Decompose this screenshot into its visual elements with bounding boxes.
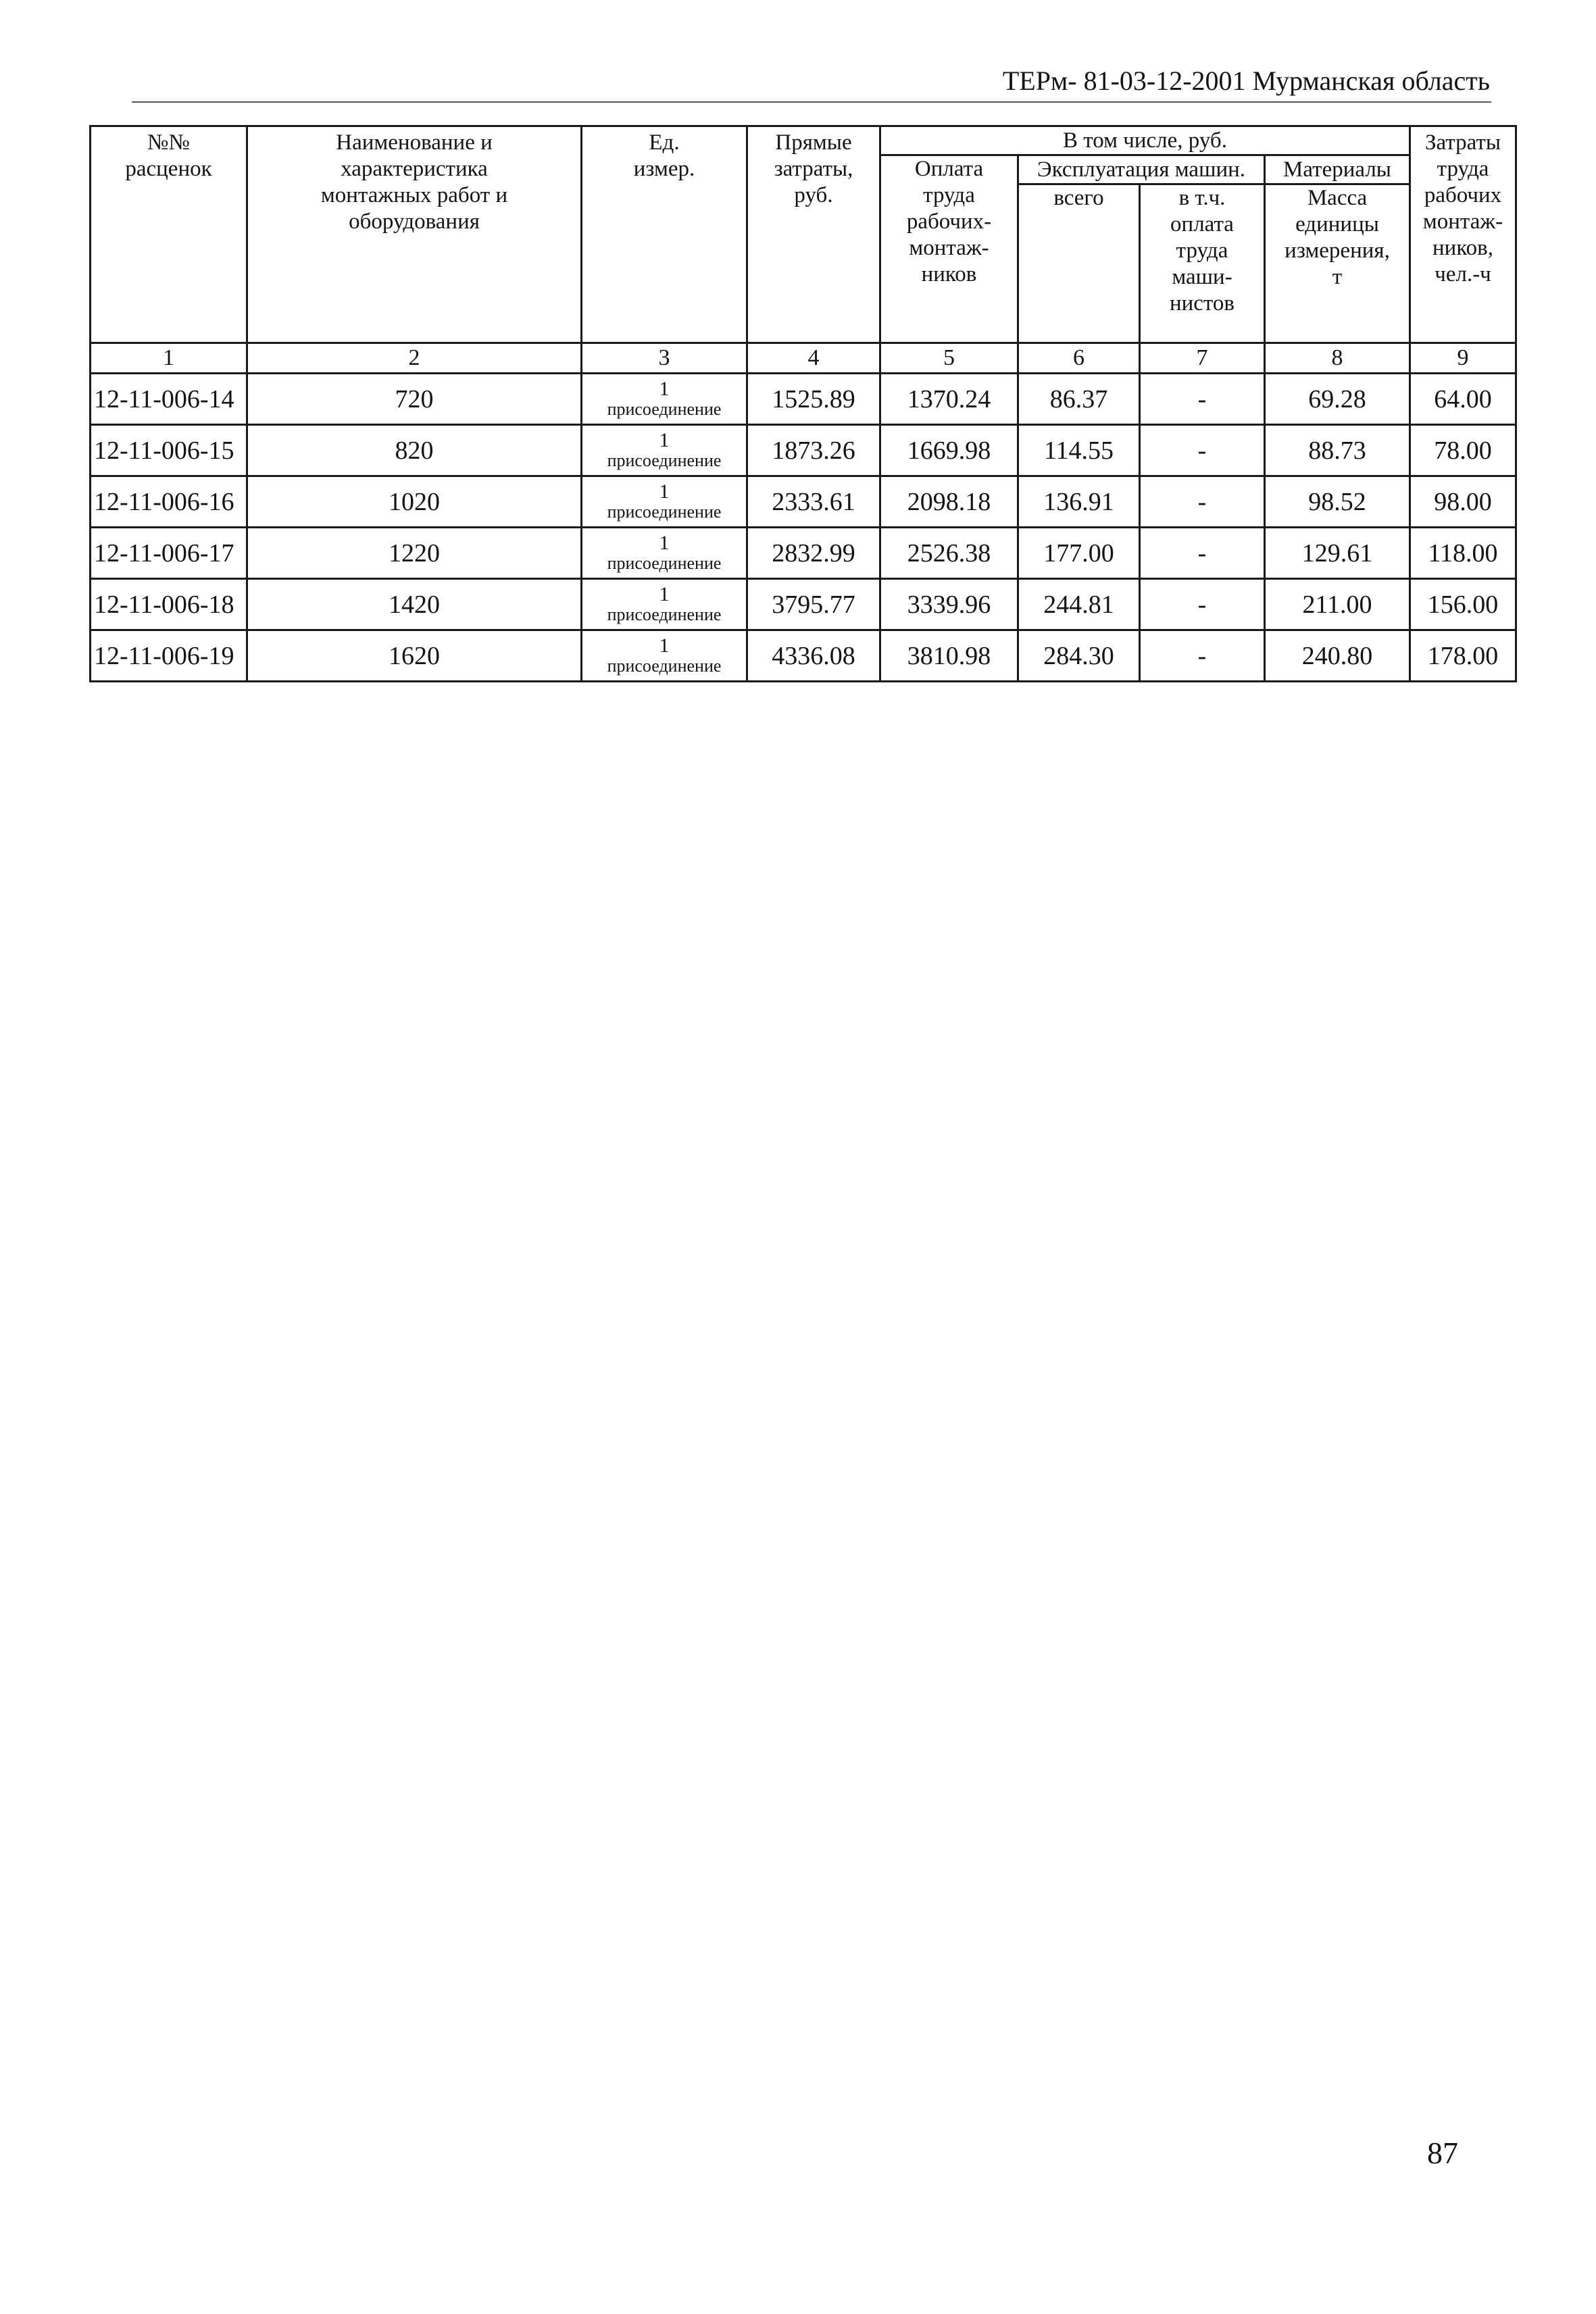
- labor-pay: 1370.24: [880, 374, 1018, 425]
- column-number: 4: [747, 343, 880, 374]
- table-row: [91, 425, 1516, 476]
- table-row: [91, 476, 1516, 528]
- table-body: [91, 374, 1516, 682]
- header-materials: Материалы: [1265, 155, 1410, 184]
- machines-total: 86.37: [1018, 374, 1140, 425]
- rate-code: 12-11-006-14: [91, 374, 247, 425]
- unit-cell: [582, 374, 747, 425]
- rate-code: 12-11-006-17: [91, 528, 247, 579]
- rate-code: 12-11-006-18: [91, 579, 247, 630]
- header-labor-cost: Затраты труда рабочих монтаж- ников, чел.-ч: [1410, 126, 1516, 343]
- table-header: [91, 126, 1516, 374]
- machines-operators: -: [1140, 374, 1265, 425]
- labor-cost: 64.00: [1410, 374, 1516, 425]
- header-labor-pay: Оплата труда рабочих- монтаж- ников: [880, 155, 1018, 343]
- work-name: 820: [247, 425, 582, 476]
- rate-code: 12-11-006-19: [91, 630, 247, 682]
- unit-quantity: 1: [659, 582, 670, 605]
- materials: 88.73: [1265, 425, 1410, 476]
- unit-name: присоединение: [607, 604, 722, 624]
- header-machines-operators: в т.ч. оплата труда маши- нистов: [1140, 184, 1265, 343]
- labor-pay: 3339.96: [880, 579, 1018, 630]
- labor-cost: 78.00: [1410, 425, 1516, 476]
- work-name: 720: [247, 374, 582, 425]
- labor-cost: 156.00: [1410, 579, 1516, 630]
- labor-cost: 178.00: [1410, 630, 1516, 682]
- header-machines: Эксплуатация машин.: [1018, 155, 1265, 184]
- unit-cell: [582, 476, 747, 528]
- materials: 211.00: [1265, 579, 1410, 630]
- machines-total: 177.00: [1018, 528, 1140, 579]
- rates-table: [89, 125, 1517, 682]
- header-divider: [132, 101, 1491, 103]
- table-row: [91, 579, 1516, 630]
- header-machines-total: всего: [1018, 184, 1140, 343]
- work-name: 1020: [247, 476, 582, 528]
- unit-cell: [582, 528, 747, 579]
- direct-costs: 2333.61: [747, 476, 880, 528]
- unit-quantity: 1: [659, 634, 670, 657]
- materials: 129.61: [1265, 528, 1410, 579]
- labor-pay: 1669.98: [880, 425, 1018, 476]
- labor-pay: 2526.38: [880, 528, 1018, 579]
- direct-costs: 4336.08: [747, 630, 880, 682]
- machines-total: 136.91: [1018, 476, 1140, 528]
- direct-costs: 1525.89: [747, 374, 880, 425]
- table-row: [91, 630, 1516, 682]
- header-code: №№ расценок: [91, 126, 247, 343]
- unit-cell: [582, 630, 747, 682]
- labor-cost: 118.00: [1410, 528, 1516, 579]
- column-number: 1: [91, 343, 247, 374]
- machines-total: 114.55: [1018, 425, 1140, 476]
- unit-quantity: 1: [659, 377, 670, 400]
- page-number: 87: [1427, 2136, 1458, 2170]
- rate-code: 12-11-006-16: [91, 476, 247, 528]
- unit-quantity: 1: [659, 531, 670, 554]
- unit-cell: [582, 425, 747, 476]
- header-including: В том числе, руб.: [880, 126, 1410, 155]
- work-name: 1420: [247, 579, 582, 630]
- column-number: 2: [247, 343, 582, 374]
- work-name: 1620: [247, 630, 582, 682]
- machines-operators: -: [1140, 630, 1265, 682]
- column-number: 5: [880, 343, 1018, 374]
- column-number: 7: [1140, 343, 1265, 374]
- unit-name: присоединение: [607, 501, 722, 522]
- materials: 69.28: [1265, 374, 1410, 425]
- materials: 240.80: [1265, 630, 1410, 682]
- machines-operators: -: [1140, 425, 1265, 476]
- materials: 98.52: [1265, 476, 1410, 528]
- unit-name: присоединение: [607, 450, 722, 470]
- unit-quantity: 1: [659, 428, 670, 451]
- header-unit: Ед. измер.: [582, 126, 747, 343]
- table-row: [91, 528, 1516, 579]
- unit-name: присоединение: [607, 553, 722, 573]
- column-number: 3: [582, 343, 747, 374]
- document-header: ТЕРм- 81-03-12-2001 Мурманская область: [1002, 66, 1490, 96]
- column-number: 9: [1410, 343, 1516, 374]
- table-row: [91, 374, 1516, 425]
- header-name: Наименование и характеристика монтажных работ и оборудования: [247, 126, 582, 343]
- machines-total: 244.81: [1018, 579, 1140, 630]
- unit-quantity: 1: [659, 480, 670, 503]
- machines-operators: -: [1140, 476, 1265, 528]
- direct-costs: 1873.26: [747, 425, 880, 476]
- header-direct-costs: Прямые затраты, руб.: [747, 126, 880, 343]
- direct-costs: 3795.77: [747, 579, 880, 630]
- direct-costs: 2832.99: [747, 528, 880, 579]
- header-mass: Масса единицы измерения, т: [1265, 184, 1410, 343]
- rate-code: 12-11-006-15: [91, 425, 247, 476]
- machines-total: 284.30: [1018, 630, 1140, 682]
- unit-name: присоединение: [607, 655, 722, 676]
- machines-operators: -: [1140, 579, 1265, 630]
- unit-name: присоединение: [607, 399, 722, 419]
- machines-operators: -: [1140, 528, 1265, 579]
- labor-cost: 98.00: [1410, 476, 1516, 528]
- labor-pay: 3810.98: [880, 630, 1018, 682]
- labor-pay: 2098.18: [880, 476, 1018, 528]
- column-numbers-row: [91, 343, 1516, 374]
- column-number: 6: [1018, 343, 1140, 374]
- unit-cell: [582, 579, 747, 630]
- work-name: 1220: [247, 528, 582, 579]
- column-number: 8: [1265, 343, 1410, 374]
